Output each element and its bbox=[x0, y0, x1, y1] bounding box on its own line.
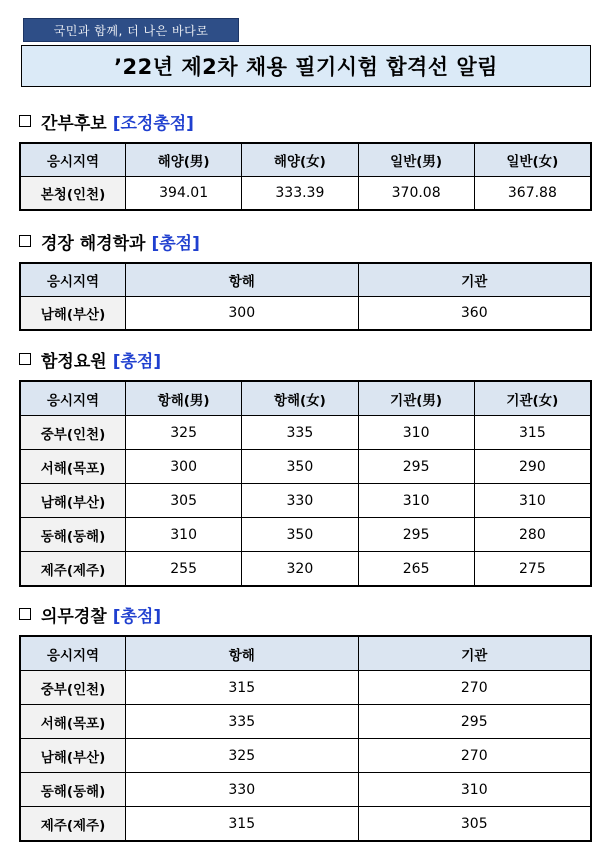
score-cell: 295 bbox=[358, 705, 591, 739]
section-heading-cadet bbox=[19, 109, 194, 133]
score-cell: 330 bbox=[242, 484, 358, 518]
score-cell: 370.08 bbox=[358, 177, 474, 210]
section-title: 간부후보 bbox=[41, 113, 107, 134]
region-cell: 중부(인천) bbox=[21, 671, 126, 705]
checkbox-square-icon bbox=[19, 115, 31, 127]
region-cell: 서해(목포) bbox=[21, 705, 126, 739]
table-header: 기관(男) bbox=[358, 382, 474, 416]
section-heading-vessel-crew bbox=[19, 347, 161, 371]
score-cell: 280 bbox=[474, 518, 590, 552]
table-row bbox=[21, 671, 591, 705]
score-cell: 333.39 bbox=[242, 177, 358, 210]
table-header: 응시지역 bbox=[21, 144, 126, 177]
section-heading-maritime-dept bbox=[19, 229, 200, 253]
score-cell: 270 bbox=[358, 671, 591, 705]
maritime-dept-score-table bbox=[20, 263, 591, 330]
score-cell: 295 bbox=[358, 450, 474, 484]
checkbox-square-icon bbox=[19, 353, 31, 365]
region-cell: 제주(제주) bbox=[21, 552, 126, 586]
score-cell: 325 bbox=[126, 416, 242, 450]
region-cell: 중부(인천) bbox=[21, 416, 126, 450]
section-heading-conscript-police bbox=[19, 602, 161, 626]
region-cell: 서해(목포) bbox=[21, 450, 126, 484]
score-cell: 320 bbox=[242, 552, 358, 586]
score-cell: 310 bbox=[358, 773, 591, 807]
table-header-row bbox=[21, 637, 591, 671]
region-cell: 동해(동해) bbox=[21, 518, 126, 552]
checkbox-square-icon bbox=[19, 608, 31, 620]
score-cell: 315 bbox=[126, 671, 359, 705]
table-header: 해양(男) bbox=[126, 144, 242, 177]
vessel-crew-score-table bbox=[20, 381, 591, 586]
region-cell: 남해(부산) bbox=[21, 484, 126, 518]
score-cell: 305 bbox=[126, 484, 242, 518]
table-header: 항해 bbox=[126, 637, 359, 671]
table-header: 일반(女) bbox=[474, 144, 590, 177]
table-header-row bbox=[21, 382, 591, 416]
table-row bbox=[21, 552, 591, 586]
score-cell: 350 bbox=[242, 518, 358, 552]
section-tag: [총점] bbox=[151, 233, 200, 254]
score-cell: 255 bbox=[126, 552, 242, 586]
score-cell: 330 bbox=[126, 773, 359, 807]
table-row bbox=[21, 807, 591, 841]
table-header-row bbox=[21, 144, 591, 177]
table-header: 응시지역 bbox=[21, 637, 126, 671]
table-row bbox=[21, 773, 591, 807]
table-row bbox=[21, 416, 591, 450]
region-cell: 남해(부산) bbox=[21, 297, 126, 330]
score-cell: 350 bbox=[242, 450, 358, 484]
table-row bbox=[21, 450, 591, 484]
section-tag: [총점] bbox=[112, 351, 162, 372]
region-cell: 남해(부산) bbox=[21, 739, 126, 773]
region-cell: 제주(제주) bbox=[21, 807, 126, 841]
table-row bbox=[21, 484, 591, 518]
table-header: 응시지역 bbox=[21, 264, 126, 297]
table-header: 항해(女) bbox=[242, 382, 358, 416]
region-cell: 본청(인천) bbox=[21, 177, 126, 210]
checkbox-square-icon bbox=[19, 235, 31, 247]
score-cell: 310 bbox=[474, 484, 590, 518]
table-header: 일반(男) bbox=[358, 144, 474, 177]
section-title: 의무경찰 bbox=[41, 606, 107, 627]
section-tag: [조정총점] bbox=[112, 113, 194, 134]
table-row bbox=[21, 705, 591, 739]
section-title: 경장 해경학과 bbox=[41, 233, 146, 254]
score-cell: 275 bbox=[474, 552, 590, 586]
score-cell: 394.01 bbox=[126, 177, 242, 210]
score-cell: 367.88 bbox=[474, 177, 590, 210]
slogan-banner: 국민과 함께, 더 나은 바다로 bbox=[23, 18, 239, 42]
table-header: 기관 bbox=[358, 264, 591, 297]
table-header: 응시지역 bbox=[21, 382, 126, 416]
conscript-police-score-table bbox=[20, 636, 591, 841]
score-cell: 325 bbox=[126, 739, 359, 773]
score-cell: 270 bbox=[358, 739, 591, 773]
section-tag: [총점] bbox=[112, 606, 162, 627]
table-row bbox=[21, 739, 591, 773]
score-cell: 360 bbox=[358, 297, 591, 330]
score-cell: 305 bbox=[358, 807, 591, 841]
table-row bbox=[21, 297, 591, 330]
region-cell: 동해(동해) bbox=[21, 773, 126, 807]
score-cell: 310 bbox=[358, 416, 474, 450]
table-header-row bbox=[21, 264, 591, 297]
score-cell: 300 bbox=[126, 297, 359, 330]
score-cell: 335 bbox=[126, 705, 359, 739]
table-header: 항해 bbox=[126, 264, 359, 297]
table-header: 기관(女) bbox=[474, 382, 590, 416]
page-title: ’22년 제2차 채용 필기시험 합격선 알림 bbox=[21, 45, 591, 87]
score-cell: 315 bbox=[126, 807, 359, 841]
score-cell: 310 bbox=[126, 518, 242, 552]
table-row bbox=[21, 518, 591, 552]
score-cell: 300 bbox=[126, 450, 242, 484]
score-cell: 315 bbox=[474, 416, 590, 450]
score-cell: 335 bbox=[242, 416, 358, 450]
section-title: 함정요원 bbox=[41, 351, 107, 372]
cadet-score-table bbox=[20, 143, 591, 210]
score-cell: 290 bbox=[474, 450, 590, 484]
table-header: 해양(女) bbox=[242, 144, 358, 177]
table-row bbox=[21, 177, 591, 210]
score-cell: 310 bbox=[358, 484, 474, 518]
score-cell: 265 bbox=[358, 552, 474, 586]
table-header: 기관 bbox=[358, 637, 591, 671]
score-cell: 295 bbox=[358, 518, 474, 552]
table-header: 항해(男) bbox=[126, 382, 242, 416]
